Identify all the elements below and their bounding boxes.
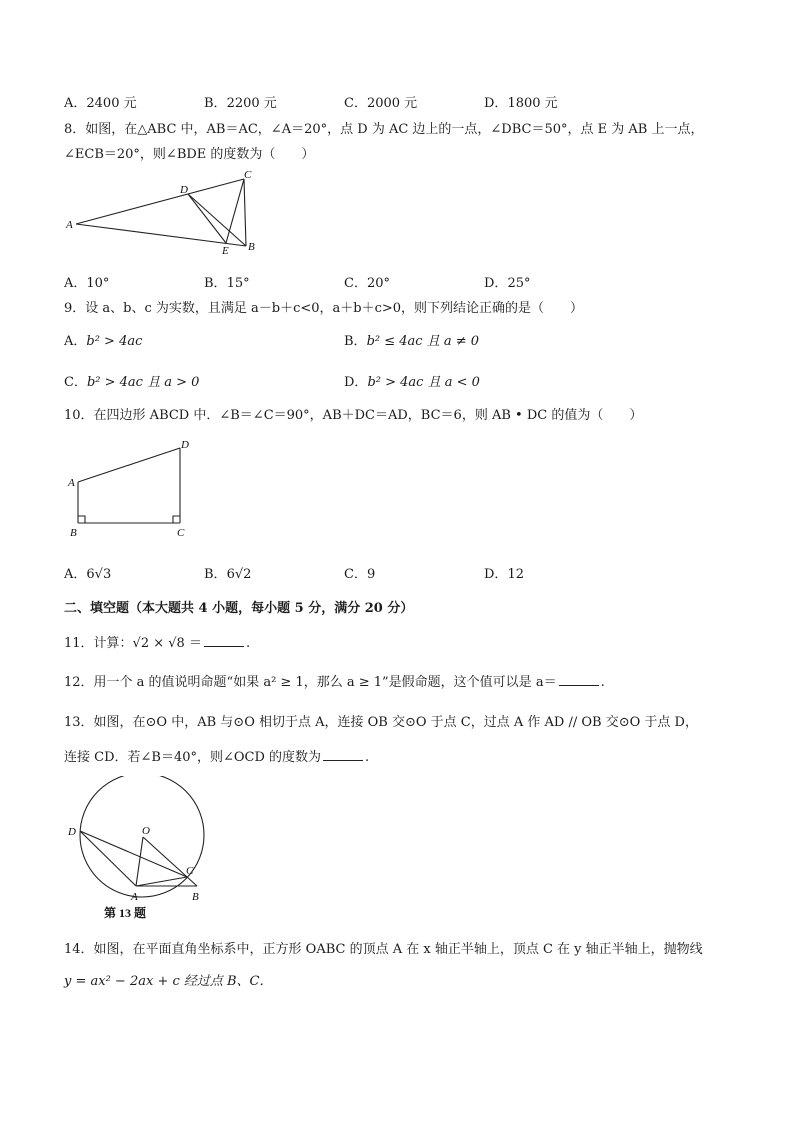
- q7-option-a: A．2400 元: [64, 96, 137, 111]
- q13-figure-caption: 第 13 题: [104, 906, 147, 920]
- q9-option-c: C．b² > 4ac 且 a > 0: [64, 375, 200, 390]
- q13-circle-figure: [64, 776, 214, 926]
- q8-option-d: D．25°: [484, 276, 531, 291]
- q9-stem: 9．设 a、b、c 为实数，且满足 a－b＋c<0，a＋b＋c>0，则下列结论正确的是（ ）: [64, 301, 584, 316]
- q12-stem: [64, 671, 605, 690]
- q14-stem-line1: 14．如图，在平面直角坐标系中，正方形 OABC 的顶点 A 在 x 轴正半轴上，顶点 C 在 y 轴正半轴上，抛物线: [64, 942, 703, 957]
- q12-answer-blank[interactable]: [559, 674, 599, 686]
- q10-quadrilateral-figure: [64, 440, 204, 540]
- q8-label-c: C: [244, 169, 252, 181]
- q10-label-b: B: [70, 527, 77, 539]
- q13-stem-line2: [64, 746, 369, 765]
- q9-option-a: A．b² > 4ac: [64, 334, 143, 349]
- q10-label-d: D: [181, 440, 189, 451]
- q10-option-c: C．9: [344, 567, 376, 582]
- q11-stem: [64, 632, 250, 651]
- q10-option-a: A．6√3: [64, 567, 112, 582]
- q8-label-d: D: [180, 184, 188, 196]
- q7-option-c: C．2000 元: [344, 96, 418, 111]
- q10-label-c: C: [177, 527, 185, 539]
- q9-option-d: D．b² > 4ac 且 a < 0: [344, 375, 480, 390]
- q11-text: 11．计算：√2 × √8 ＝: [64, 636, 202, 651]
- q13-label-o: O: [142, 825, 150, 837]
- q10-label-a: A: [68, 477, 75, 489]
- q8-option-a: A．10°: [64, 276, 110, 291]
- q8-stem-line1: 8．如图，在△ABC 中，AB＝AC，∠A＝20°，点 D 为 AC 边上的一点，∠DBC＝50°，点 E 为 AB 上一点，: [64, 122, 704, 137]
- q13-label-d: D: [68, 826, 76, 838]
- q13-label-c: C: [186, 865, 194, 877]
- q8-label-b: B: [248, 241, 255, 253]
- q7-option-d: D．1800 元: [484, 96, 558, 111]
- q8-label-e: E: [222, 245, 229, 257]
- q13-line2-end: .: [365, 750, 370, 765]
- q8-option-c: C．20°: [344, 276, 390, 291]
- q7-option-b: B．2200 元: [204, 96, 277, 111]
- q8-option-b: B．15°: [204, 276, 250, 291]
- q13-answer-blank[interactable]: [323, 749, 363, 761]
- q12-end: .: [600, 675, 605, 690]
- q8-label-a: A: [66, 219, 73, 231]
- section-fill-in-heading: 二、填空题（本大题共 4 小题，每小题 5 分，满分 20 分）: [64, 601, 414, 616]
- q11-answer-blank[interactable]: [204, 635, 244, 647]
- q8-triangle-figure: [64, 168, 274, 260]
- q11-end: .: [245, 636, 251, 651]
- q13-line2-text: 连接 CD．若∠B＝40°，则∠OCD 的度数为: [64, 750, 322, 765]
- q13-label-a: A: [131, 891, 138, 903]
- q13-label-b: B: [192, 891, 199, 903]
- q8-stem-line2: ∠ECB＝20°，则∠BDE 的度数为（ ）: [64, 147, 315, 162]
- q9-option-b: B．b² ≤ 4ac 且 a ≠ 0: [344, 334, 479, 349]
- q10-option-d: D．12: [484, 567, 524, 582]
- q10-stem: 10．在四边形 ABCD 中．∠B＝∠C＝90°，AB＋DC＝AD，BC＝6，则 AB • DC 的值为（ ）: [64, 408, 643, 423]
- q14-stem-line2: y = ax² − 2ax + c 经过点 B、C．: [64, 974, 273, 989]
- q10-option-b: B．6√2: [204, 567, 252, 582]
- q13-stem-line1: 13．如图，在⊙O 中，AB 与⊙O 相切于点 A，连接 OB 交⊙O 于点 C，过点 A 作 AD // OB 交⊙O 于点 D，: [64, 715, 698, 730]
- q12-text: 12．用一个 a 的值说明命题“如果 a² ≥ 1，那么 a ≥ 1”是假命题，这个值可以是 a＝: [64, 675, 557, 690]
